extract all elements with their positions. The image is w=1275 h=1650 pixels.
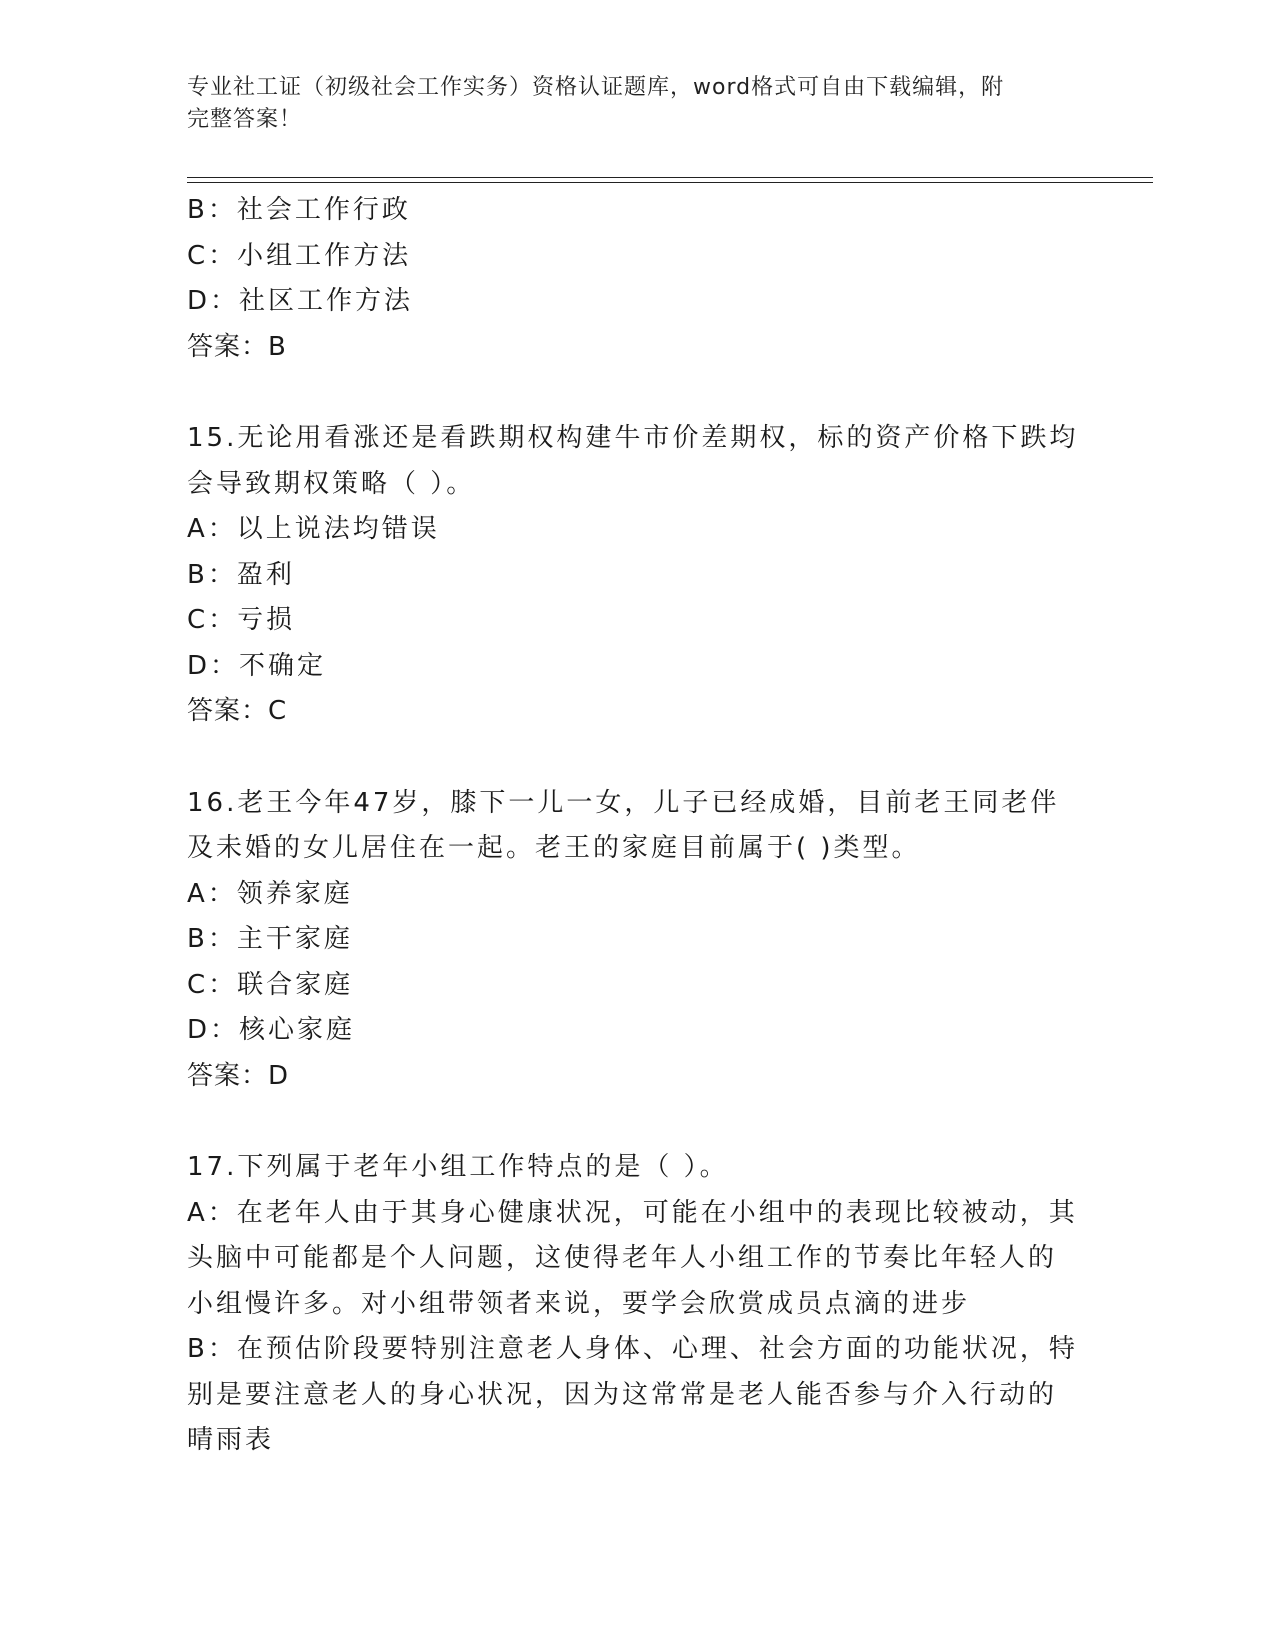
header-title-line-1: 专业社工证（初级社会工作实务）资格认证题库，word格式可自由下载编辑，附 xyxy=(187,75,1005,100)
option-d: D：社区工作方法 xyxy=(187,286,414,316)
question-stem: 17.下列属于老年小组工作特点的是（ ）。 xyxy=(187,1152,729,1182)
answer: 答案：B xyxy=(187,331,287,362)
question-stem: 及未婚的女儿居住在一起。老王的家庭目前属于( )类型。 xyxy=(187,833,921,863)
option-a: A：在老年人由于其身心健康状况，可能在小组中的表现比较被动，其 xyxy=(187,1197,1078,1228)
option-b: B：盈利 xyxy=(187,559,295,590)
option-c: C：亏损 xyxy=(187,605,296,635)
question-17 xyxy=(187,1145,1077,1464)
spacer xyxy=(187,1099,1077,1145)
option-d: D：不确定 xyxy=(187,650,327,681)
option-b: B：社会工作行政 xyxy=(187,195,411,225)
header-divider-bottom xyxy=(187,182,1153,183)
option-b: 晴雨表 xyxy=(187,1425,275,1455)
option-a: 小组慢许多。对小组带领者来说，要学会欣赏成员点滴的进步 xyxy=(187,1288,971,1319)
option-c: C：联合家庭 xyxy=(187,969,354,1000)
question-list xyxy=(187,188,1077,1464)
question-stem: 会导致期权策略（ ）。 xyxy=(187,468,476,499)
question-14 xyxy=(187,188,1077,370)
question-15 xyxy=(187,416,1077,735)
option-a: 头脑中可能都是个人问题，这使得老年人小组工作的节奏比年轻人的 xyxy=(187,1243,1058,1273)
option-a: A：以上说法均错误 xyxy=(187,514,440,544)
option-b: B：主干家庭 xyxy=(187,924,353,954)
header-title-line-2: 完整答案！ xyxy=(187,107,303,132)
option-b: 别是要注意老人的身心状况，因为这常常是老人能否参与介入行动的 xyxy=(187,1379,1058,1410)
answer: 答案：C xyxy=(187,696,288,726)
header-divider-top xyxy=(187,177,1153,178)
answer: 答案：D xyxy=(187,1060,290,1091)
spacer xyxy=(187,735,1077,781)
option-a: A：领养家庭 xyxy=(187,878,353,909)
question-stem: 16.老王今年47岁，膝下一儿一女，儿子已经成婚，目前老王同老伴 xyxy=(187,787,1060,818)
question-stem: 15.无论用看涨还是看跌期权构建牛市价差期权，标的资产价格下跌均 xyxy=(187,423,1079,453)
option-d: D：核心家庭 xyxy=(187,1015,356,1045)
option-c: C：小组工作方法 xyxy=(187,240,412,271)
spacer xyxy=(187,370,1077,416)
question-16 xyxy=(187,781,1077,1100)
page-header xyxy=(187,72,1077,136)
option-b: B：在预估阶段要特别注意老人身体、心理、社会方面的功能状况，特 xyxy=(187,1334,1078,1364)
